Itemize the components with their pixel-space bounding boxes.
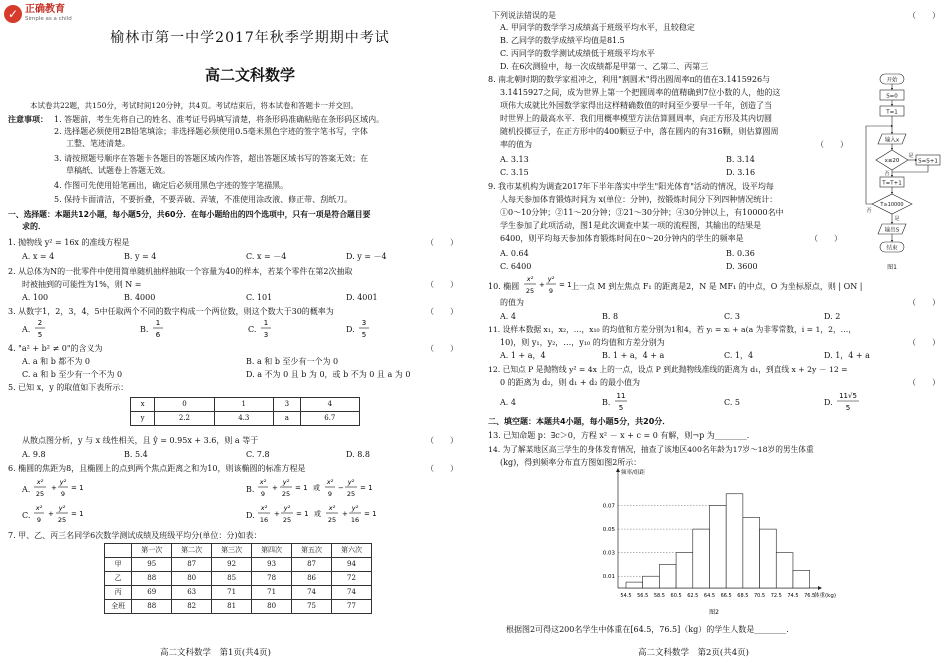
- table-cell: 63: [172, 586, 212, 600]
- table-cell: 88: [132, 600, 172, 614]
- svg-text:x²: x²: [260, 504, 268, 512]
- q11-stem: 11. 设样本数据 x₁，x₂，…，x₁₀ 的均值和方差分别为1和4，若 yᵢ = xᵢ + a(a 为非零常数，i = 1，2，…，: [488, 325, 857, 334]
- x-tick-label: 54.5: [620, 593, 632, 599]
- q9-line: 6400，则平均每天参加体育锻炼时间在0～20分钟内的学生的频率是: [500, 234, 744, 243]
- q8-line: 8. 南北朝时期的数学家祖冲之，利用"割圆术"得出圆周率π的值在3.1415926与: [488, 75, 771, 84]
- y-axis-label: 频率/组距: [621, 470, 645, 476]
- q4-option-a: A. a 和 b 都不为 0: [22, 357, 91, 366]
- q11-option-b: B. 1 + a，4 + a: [602, 351, 665, 360]
- table-cell: 69: [132, 586, 172, 600]
- answer-paren: （ ）: [426, 344, 458, 353]
- table-cell: 74: [292, 586, 332, 600]
- note-line: 草稿纸、试题卷上答题无效。: [66, 166, 170, 175]
- q14-stem: 14. 为了解某地区高三学生的身体发育情况，抽查了该地区400名年龄为17岁～18岁的男生体重: [488, 445, 814, 454]
- q14-stem-cont: (kg)，得到频率分布直方图如图2所示：: [500, 458, 642, 467]
- svg-text:x≤20: x≤20: [884, 158, 900, 164]
- table-cell: 1: [214, 398, 273, 412]
- table-cell: 乙: [105, 572, 132, 586]
- q5-option-d: D. 8.8: [346, 450, 370, 459]
- q3-fraction-d: [358, 317, 370, 341]
- x-tick-label: 72.5: [770, 593, 782, 599]
- q12-stem: 12. 已知点 P 是抛物线 y² = 4x 上的一点，设点 P 到此抛物线准线的距离为 d₁，到直线 x + 2y － 12 =: [488, 365, 848, 374]
- svg-text:9: 9: [327, 490, 333, 498]
- q7-option-a: A. 甲同学的数学学习成绩高于班级平均水平，且较稳定: [500, 23, 695, 32]
- q1-option-a: A. x = 4: [22, 252, 55, 261]
- table-row: [105, 586, 372, 600]
- q12-fraction-d: [836, 390, 860, 414]
- q2-option-a: A. 100: [22, 293, 49, 302]
- q6-option-c: C.: [22, 511, 31, 520]
- q6-stem: 6. 椭圆的焦距为8，且椭圆上的点到两个焦点距离之和为10，则该椭圆的标准方程是: [8, 464, 306, 473]
- svg-text:图1: 图1: [887, 264, 897, 271]
- note-line: 4. 作图可先使用铅笔画出，确定后必须用黑色字迹的签字笔描黑。: [54, 181, 289, 190]
- q6-option-b: B.: [246, 485, 255, 494]
- x-axis-label: 体重(kg): [814, 593, 836, 599]
- table-cell: 第一次: [132, 544, 172, 558]
- x-tick-label: 66.5: [720, 593, 732, 599]
- svg-text:3: 3: [263, 331, 269, 339]
- svg-text:否: 否: [884, 171, 890, 177]
- answer-paren: （ ）: [426, 238, 458, 247]
- q3-stem: 3. 从数字1，2，3，4，5中任取两个不同的数字构成一个两位数，则这个数大于30的概率为: [8, 307, 334, 316]
- table-cell: [105, 544, 132, 558]
- note-line: 2. 选择题必须使用2B铅笔填涂；非选择题必须使用0.5毫米黑色字迹的签字笔书写，字体: [54, 127, 368, 136]
- svg-text:S=0: S=0: [886, 93, 898, 100]
- svg-text:输出S: 输出S: [884, 227, 900, 234]
- svg-text:y²: y²: [347, 478, 355, 486]
- answer-paren: （ ）: [810, 234, 842, 243]
- answer-paren: （ ）: [426, 436, 458, 445]
- q3-fraction-c: [260, 317, 272, 341]
- svg-text:输入x: 输入x: [884, 137, 900, 144]
- svg-text:11√5: 11√5: [839, 392, 857, 400]
- table-cell: 4.3: [214, 412, 273, 426]
- q8-option-d: D. 3.16: [726, 168, 756, 177]
- q6-equation-c: [33, 502, 93, 526]
- svg-text:y²: y²: [547, 275, 555, 283]
- table-cell: 80: [252, 600, 292, 614]
- svg-text:= 1: = 1: [71, 484, 84, 492]
- q7-question: 下列说法错误的是: [492, 11, 556, 20]
- q9-option-a: A. 0.64: [500, 249, 529, 258]
- svg-text:y²: y²: [283, 504, 291, 512]
- q6-equation-a: [33, 476, 93, 500]
- q8-line: 随机投掷豆子，在正方形中的400颗豆子中，落在圆内的有316颗，则估算圆周: [500, 127, 779, 136]
- svg-text:x²: x²: [36, 478, 44, 486]
- q5-stem-cont: 从散点图分析，y 与 x 线性相关，且 ŷ = 0.95x + 3.6，则 a 等于: [22, 436, 259, 445]
- table-cell: 77: [332, 600, 372, 614]
- q3-option-d: D.: [346, 325, 355, 334]
- q7-score-table: [104, 543, 372, 614]
- svg-text:1: 1: [263, 319, 269, 327]
- table-cell: 第六次: [332, 544, 372, 558]
- q10-stem-cont: 的值为: [500, 298, 524, 307]
- table-cell: 3: [273, 398, 300, 412]
- checkmark-icon: ✓: [4, 5, 22, 23]
- q11-stem-cont: 10)，则 y₁，y₂，…，y₁₀ 的均值和方差分别为: [500, 338, 665, 347]
- svg-text:或: 或: [313, 484, 320, 492]
- svg-text:9: 9: [36, 516, 42, 524]
- q7-option-c: C. 丙同学的数学测试成绩低于班级平均水平: [500, 49, 655, 58]
- svg-text:T≥10000: T≥10000: [880, 202, 904, 208]
- table-cell: 95: [132, 558, 172, 572]
- svg-text:6: 6: [155, 331, 161, 339]
- q3-option-c: C.: [248, 325, 257, 334]
- table-cell: 80: [172, 572, 212, 586]
- answer-paren: （ ）: [908, 378, 940, 387]
- q2-option-d: D. 4001: [346, 293, 378, 302]
- svg-text:25: 25: [282, 516, 292, 524]
- svg-text:y²: y²: [282, 478, 290, 486]
- q8-option-c: C. 3.15: [500, 168, 529, 177]
- svg-text:x²: x²: [526, 275, 534, 283]
- table-cell: y: [131, 412, 155, 426]
- table-cell: 82: [172, 600, 212, 614]
- flowchart-figure-1: [862, 72, 942, 274]
- answer-paren: （ ）: [426, 307, 458, 316]
- x-tick-label: 56.5: [637, 593, 649, 599]
- table-cell: 6.7: [300, 412, 359, 426]
- histogram-bar: [793, 570, 810, 588]
- q8-line: 率的值为: [500, 140, 532, 149]
- section-2-heading: 二、填空题：本题共4小题，每小题5分，共20分．: [488, 417, 671, 426]
- q9-line: 人每天参加体育锻炼时间为 x(单位：分钟)，按锻炼时间分下列四种情况统计：: [500, 195, 778, 204]
- subject-title: 高二文科数学: [204, 66, 295, 84]
- svg-text:3: 3: [361, 319, 367, 327]
- svg-text:S=S+1: S=S+1: [918, 158, 938, 165]
- q8-line: 时世界上的最高水平．我们用概率模型方法估算圆周率，向正方形及其内切圆: [500, 114, 772, 123]
- q2-stem: 2. 从总体为N的一批零件中使用简单随机抽样抽取一个容量为40的样本，若某个零件在第2次抽取: [8, 267, 353, 276]
- brand-logo: [4, 4, 104, 24]
- table-cell: 第四次: [252, 544, 292, 558]
- q12-option-c: C. 5: [724, 398, 741, 407]
- x-tick-label: 62.5: [687, 593, 699, 599]
- svg-text:25: 25: [281, 490, 291, 498]
- answer-paren: （ ）: [908, 338, 940, 347]
- intro-text: 本试卷共22题，共150分，考试时间120分钟，共4页。考试结束后，将本试卷和答题卡一并交回。: [30, 101, 358, 110]
- svg-text:9: 9: [260, 490, 266, 498]
- table-cell: 2.2: [155, 412, 214, 426]
- svg-text:= 1: = 1: [364, 510, 377, 518]
- table-cell: 87: [172, 558, 212, 572]
- table-row: [131, 398, 360, 412]
- svg-text:25: 25: [35, 490, 45, 498]
- section-1-heading-cont: 求的．: [22, 222, 46, 231]
- x-tick-label: 68.5: [737, 593, 749, 599]
- q3-fraction-b: [152, 317, 164, 341]
- page-footer-right: 高二文科数学 第2页(共4页): [638, 648, 749, 658]
- q7-stem: 7. 甲、乙、丙三名同学6次数学测试成绩及班级平均分(单位：分)如表：: [8, 531, 262, 540]
- svg-text:5: 5: [845, 404, 851, 412]
- table-cell: 丙: [105, 586, 132, 600]
- svg-text:= 1: = 1: [296, 510, 309, 518]
- answer-paren: （ ）: [816, 140, 848, 149]
- q10-ellipse-equation: [523, 273, 572, 297]
- table-row: [131, 412, 360, 426]
- q11-option-a: A. 1 + a，4: [500, 351, 546, 360]
- svg-text:25: 25: [525, 287, 535, 295]
- q9-line: 学生参加了此项活动，图1是此次调查中某一项的流程图，其输出的结果是: [500, 221, 762, 230]
- q3-option-b: B.: [140, 325, 149, 334]
- table-cell: 93: [252, 558, 292, 572]
- table-row: [105, 558, 372, 572]
- answer-paren: （ ）: [426, 464, 458, 473]
- q6-option-d: D.: [246, 511, 255, 520]
- q4-option-d: D. a 不为 0 且 b 为 0，或 b 不为 0 且 a 为 0: [246, 370, 411, 379]
- x-tick-label: 60.5: [670, 593, 682, 599]
- q10-option-b: B. 8: [602, 312, 619, 321]
- histogram-bar: [726, 494, 743, 588]
- histogram-bar: [693, 529, 710, 588]
- svg-text:25: 25: [327, 516, 337, 524]
- q2-option-c: C. 101: [246, 293, 273, 302]
- table-cell: 全班: [105, 600, 132, 614]
- histogram-bar: [709, 506, 726, 588]
- svg-text:+: +: [342, 510, 348, 518]
- x-tick-label: 76.5: [804, 593, 816, 599]
- svg-text:T=1: T=1: [886, 109, 898, 116]
- svg-text:9: 9: [548, 287, 554, 295]
- q12-option-a: A. 4: [500, 398, 516, 407]
- histogram-bar: [760, 529, 777, 588]
- svg-text:开始: 开始: [886, 77, 898, 84]
- histogram-bar: [743, 517, 760, 588]
- table-header-row: [105, 544, 372, 558]
- svg-text:+: +: [51, 484, 57, 492]
- q9-option-c: C. 6400: [500, 262, 532, 271]
- x-tick-label: 64.5: [703, 593, 716, 599]
- q13-stem: 13. 已知命题 p：∃c＞0，方程 x² － x + c = 0 有解，则¬p 为________．: [488, 431, 755, 440]
- q5-option-c: C. 7.8: [246, 450, 270, 459]
- q2-stem-cont: 时被抽到的可能性为1%，则 N =: [22, 280, 142, 289]
- table-cell: 第二次: [172, 544, 212, 558]
- y-tick-label: 0.03: [602, 550, 615, 557]
- svg-text:+: +: [274, 510, 280, 518]
- svg-text:结束: 结束: [886, 245, 898, 252]
- q5-stem: 5. 已知 x，y 的取值如下表所示：: [8, 383, 129, 392]
- svg-text:= 1: = 1: [71, 510, 84, 518]
- table-cell: 74: [332, 586, 372, 600]
- y-tick-label: 0.05: [602, 527, 615, 534]
- q9-option-d: D. 3600: [726, 262, 758, 271]
- q10-option-d: D. 2: [824, 312, 841, 321]
- q11-option-c: C. 1，4: [724, 351, 754, 360]
- table-cell: 88: [132, 572, 172, 586]
- q6-equation-d: [257, 502, 397, 526]
- q4-option-c: C. a 和 b 至少有一个不为 0: [22, 370, 123, 379]
- answer-paren: （ ）: [426, 280, 458, 289]
- q9-option-b: B. 0.36: [726, 249, 755, 258]
- svg-text:5: 5: [37, 331, 43, 339]
- notes-label: 注意事项：: [8, 115, 48, 124]
- svg-text:5: 5: [361, 331, 367, 339]
- svg-text:= 1: = 1: [295, 484, 308, 492]
- svg-text:−: −: [338, 484, 344, 492]
- svg-text:y²: y²: [59, 478, 67, 486]
- q12-stem-cont: 0 的距离为 d₂，则 d₁ + d₂ 的最小值为: [500, 378, 641, 387]
- x-tick-label: 70.5: [753, 593, 766, 599]
- page-footer-left: 高二文科数学 第1页(共4页): [160, 648, 271, 658]
- table-cell: 78: [252, 572, 292, 586]
- x-axis-arrow: [818, 586, 822, 590]
- svg-text:+: +: [48, 510, 54, 518]
- table-cell: 87: [292, 558, 332, 572]
- svg-text:x²: x²: [328, 504, 336, 512]
- page-2: [478, 0, 950, 670]
- histogram-bar: [643, 576, 660, 588]
- q8-option-b: B. 3.14: [726, 155, 755, 164]
- histogram-bar: [626, 582, 643, 588]
- table-cell: 72: [332, 572, 372, 586]
- svg-text:是: 是: [894, 216, 900, 222]
- q10-option-c: C. 3: [724, 312, 741, 321]
- q1-option-d: D. y = －4: [346, 252, 387, 261]
- q3-fraction-a: [34, 317, 46, 341]
- note-line: 工整、笔迹清楚。: [66, 139, 130, 148]
- svg-text:否: 否: [866, 208, 872, 214]
- svg-text:x²: x²: [326, 478, 334, 486]
- q12-fraction-b: [614, 390, 628, 414]
- svg-text:16: 16: [350, 516, 360, 524]
- q10-prefix: 10. 椭圆: [488, 282, 520, 291]
- q12-option-d: D.: [824, 398, 833, 407]
- svg-text:+: +: [539, 281, 545, 289]
- brand-slogan: Simple as a child: [25, 16, 72, 22]
- y-tick-label: 0.07: [602, 503, 615, 510]
- q4-option-b: B. a 和 b 至少有一个为 0: [246, 357, 339, 366]
- svg-text:y²: y²: [351, 504, 359, 512]
- q1-option-c: C. x = －4: [246, 252, 287, 261]
- table-cell: 4: [300, 398, 359, 412]
- answer-paren: （ ）: [908, 298, 940, 307]
- q10-stem: 上一点 M 到左焦点 F₁ 的距离是2，N 是 MF₁ 的中点，O 为坐标原点，则 | ON |: [571, 282, 863, 291]
- table-cell: 甲: [105, 558, 132, 572]
- histogram-figure-2: [580, 470, 836, 620]
- q4-stem: 4. "a² + b² ≠ 0"的含义为: [8, 344, 103, 353]
- table-cell: 71: [252, 586, 292, 600]
- svg-text:或: 或: [314, 510, 321, 518]
- q5-option-a: A. 9.8: [22, 450, 46, 459]
- q5-option-b: B. 5.4: [124, 450, 148, 459]
- table-row: [105, 600, 372, 614]
- note-line: 3. 请按照题号顺序在答题卡各题目的答题区域内作答，超出答题区域书写的答案无效；在: [54, 154, 369, 163]
- q8-line: 项伟大成就比外国数学家得出这样精确数值的时间至少要早一千年，创造了当: [500, 101, 772, 110]
- svg-text:x²: x²: [35, 504, 43, 512]
- section-1-heading: 一、选择题：本题共12小题，每小题5分，共60分．在每小题给出的四个选项中，只有一项是符合题目要: [8, 210, 371, 219]
- brand-name: 正确教育: [25, 4, 65, 15]
- table-cell: 71: [212, 586, 252, 600]
- svg-text:2: 2: [37, 319, 43, 327]
- q11-option-d: D. 1，4 + a: [824, 351, 870, 360]
- answer-paren: （ ）: [908, 11, 940, 20]
- table-cell: a: [273, 412, 300, 426]
- exam-title: 榆林市第一中学2017年秋季学期期中考试: [110, 30, 390, 46]
- svg-text:25: 25: [57, 516, 67, 524]
- svg-text:16: 16: [259, 516, 269, 524]
- q6-option-a: A.: [22, 485, 31, 494]
- table-cell: 0: [155, 398, 214, 412]
- q6-equation-b: [257, 476, 397, 500]
- y-axis-arrow: [616, 468, 620, 472]
- q14-question: 根据图2可得这200名学生中体重在[64.5，76.5]（kg）的学生人数是________．: [506, 625, 795, 634]
- table-cell: 75: [292, 600, 332, 614]
- q5-table: [130, 397, 360, 426]
- svg-text:1: 1: [155, 319, 161, 327]
- q1-option-b: B. y = 4: [124, 252, 157, 261]
- q8-option-a: A. 3.13: [500, 155, 529, 164]
- q9-line: 9. 我市某机构为调查2017年下半年落实中学生"阳光体育"活动的情况，设平均每: [488, 182, 774, 191]
- svg-text:25: 25: [346, 490, 356, 498]
- table-cell: 92: [212, 558, 252, 572]
- y-tick-label: 0.01: [602, 574, 615, 581]
- histogram-bar: [676, 553, 693, 588]
- q2-option-b: B. 4000: [124, 293, 156, 302]
- histogram-bar: [776, 553, 793, 588]
- q1-stem: 1. 抛物线 y² = 16x 的准线方程是: [8, 238, 130, 247]
- table-row: [105, 572, 372, 586]
- note-line: 5. 保持卡面清洁，不要折叠，不要弄破、弄皱，不准使用涂改液、修正带、刮纸刀。: [54, 195, 353, 204]
- q7-option-d: D. 在6次测验中，每一次成绩都是甲第一、乙第二、丙第三: [500, 62, 709, 71]
- table-cell: x: [131, 398, 155, 412]
- svg-text:5: 5: [618, 404, 624, 412]
- histogram-bar: [659, 564, 676, 588]
- table-cell: 94: [332, 558, 372, 572]
- svg-text:11: 11: [616, 392, 626, 400]
- figure-caption: 图2: [709, 609, 719, 616]
- q9-line: ①0～10分钟；②11～20分钟；③21～30分钟；④30分钟以上，有10000名中: [500, 208, 784, 217]
- svg-text:= 1: = 1: [559, 281, 572, 289]
- svg-text:+: +: [272, 484, 278, 492]
- svg-text:y²: y²: [58, 504, 66, 512]
- table-cell: 第三次: [212, 544, 252, 558]
- table-cell: 第五次: [292, 544, 332, 558]
- note-line: 1. 答题前，考生先将自己的姓名、准考证号码填写清楚，将条形码准确粘贴在条形码区域内。: [54, 115, 385, 124]
- q10-option-a: A. 4: [500, 312, 516, 321]
- svg-text:是: 是: [908, 153, 914, 159]
- svg-text:9: 9: [60, 490, 66, 498]
- table-cell: 81: [212, 600, 252, 614]
- svg-text:T=T+1: T=T+1: [882, 180, 902, 187]
- x-tick-label: 74.5: [787, 593, 799, 599]
- q12-option-b: B.: [602, 398, 611, 407]
- x-tick-label: 58.5: [653, 593, 665, 599]
- svg-text:x²: x²: [259, 478, 267, 486]
- table-cell: 86: [292, 572, 332, 586]
- q3-option-a: A.: [22, 325, 31, 334]
- svg-text:= 1: = 1: [360, 484, 373, 492]
- table-cell: 85: [212, 572, 252, 586]
- q7-option-b: B. 乙同学的数学成绩平均值是81.5: [500, 36, 625, 45]
- q8-line: 3.1415927之间，成为世界上第一个把圆周率的值精确到7位小数的人，他的这: [500, 88, 781, 97]
